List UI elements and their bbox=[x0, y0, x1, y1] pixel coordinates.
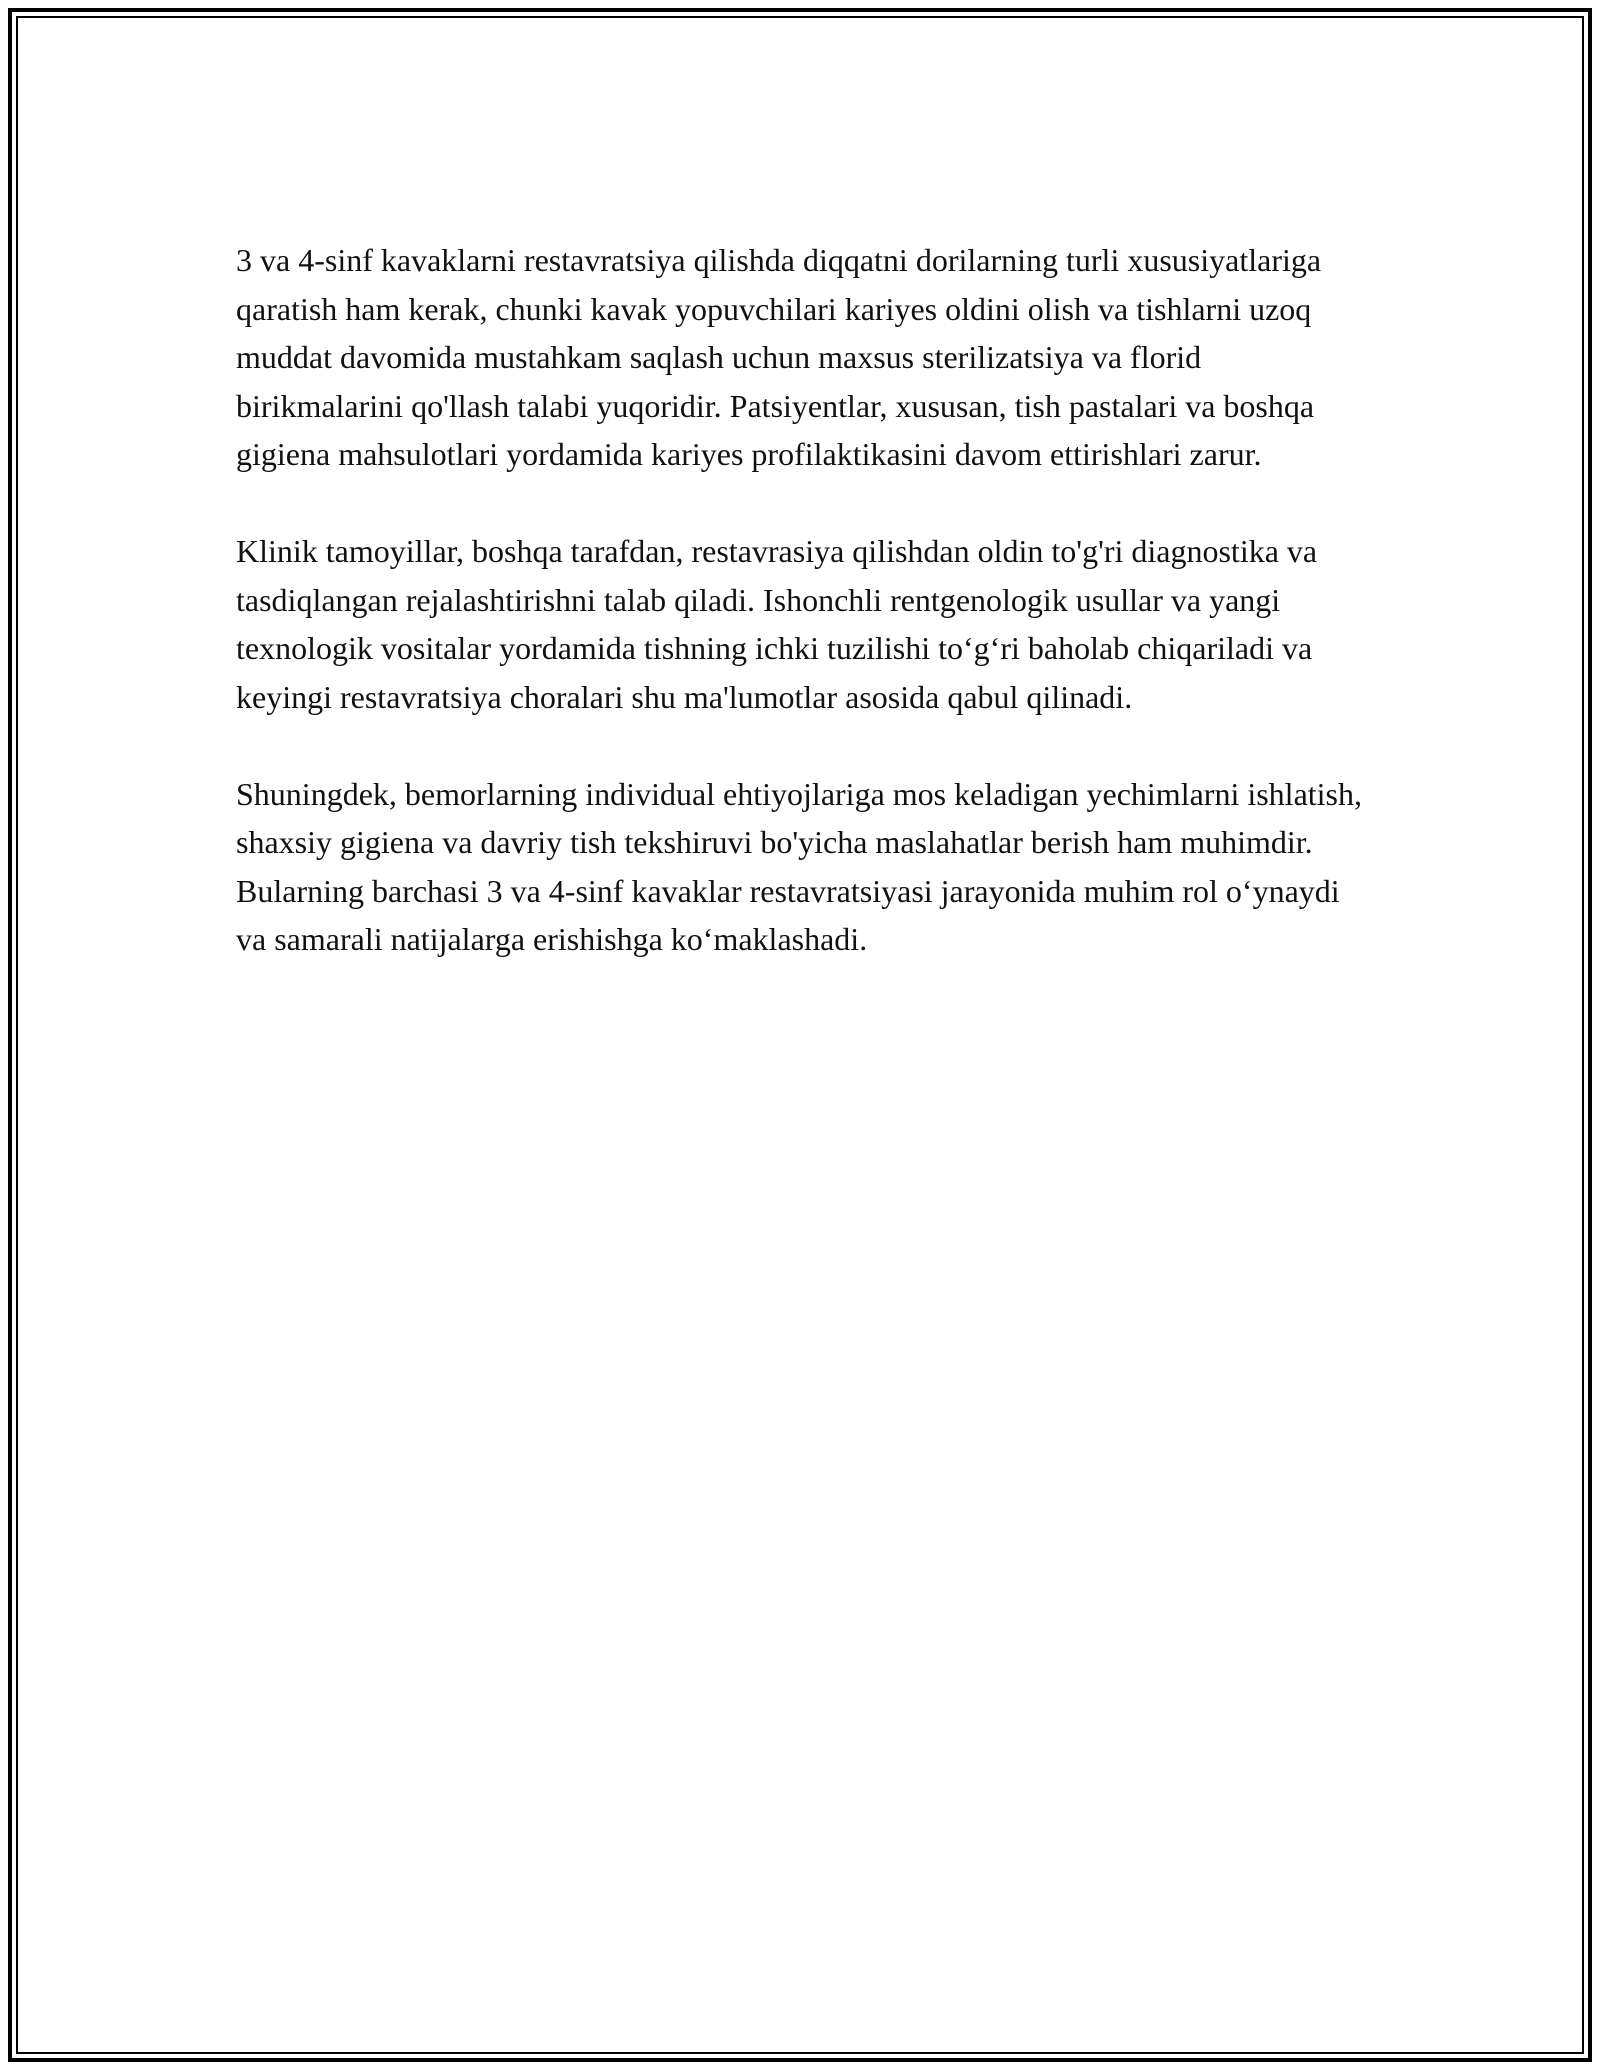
document-body bbox=[236, 236, 1376, 1012]
paragraph-1: 3 va 4-sinf kavaklarni restavratsiya qilishda diqqatni dorilarning turli xususiyatlariga qaratish ham kerak, chunki kavak yopuvchilari kariyes oldini olish va tishlarni uzoq muddat davomida mustahkam saqlash uchun maxsus sterilizatsiya va florid birikmalarini qo'llash talabi yuqoridir. Patsiyentlar, xususan, tish pastalari va boshqa gigiena mahsulotlari yordamida kariyes profilaktikasini davom ettirishlari zarur. bbox=[236, 242, 1322, 472]
paragraph-3: Shuningdek, bemorlarning individual ehtiyojlariga mos keladigan yechimlarni ishlatish, shaxsiy gigiena va davriy tish tekshiruvi bo'yicha maslahatlar berish ham muhimdir. Bularning barchasi 3 va 4-sinf kavaklar restavratsiyasi jarayonida muhim rol o‘ynaydi va samarali natijalarga erishishga ko‘maklashadi. bbox=[236, 775, 1362, 957]
paragraph-2: Klinik tamoyillar, boshqa tarafdan, restavrasiya qilishdan oldin to'g'ri diagnostika va tasdiqlangan rejalashtirishni talab qiladi. Ishonchli rentgenologik usullar va yangi texnologik vositalar yordamida tishning ichki tuzilishi to‘g‘ri baholab chiqariladi va keyingi restavratsiya choralari shu ma'lumotlar asosida qabul qilinadi. bbox=[236, 533, 1318, 715]
